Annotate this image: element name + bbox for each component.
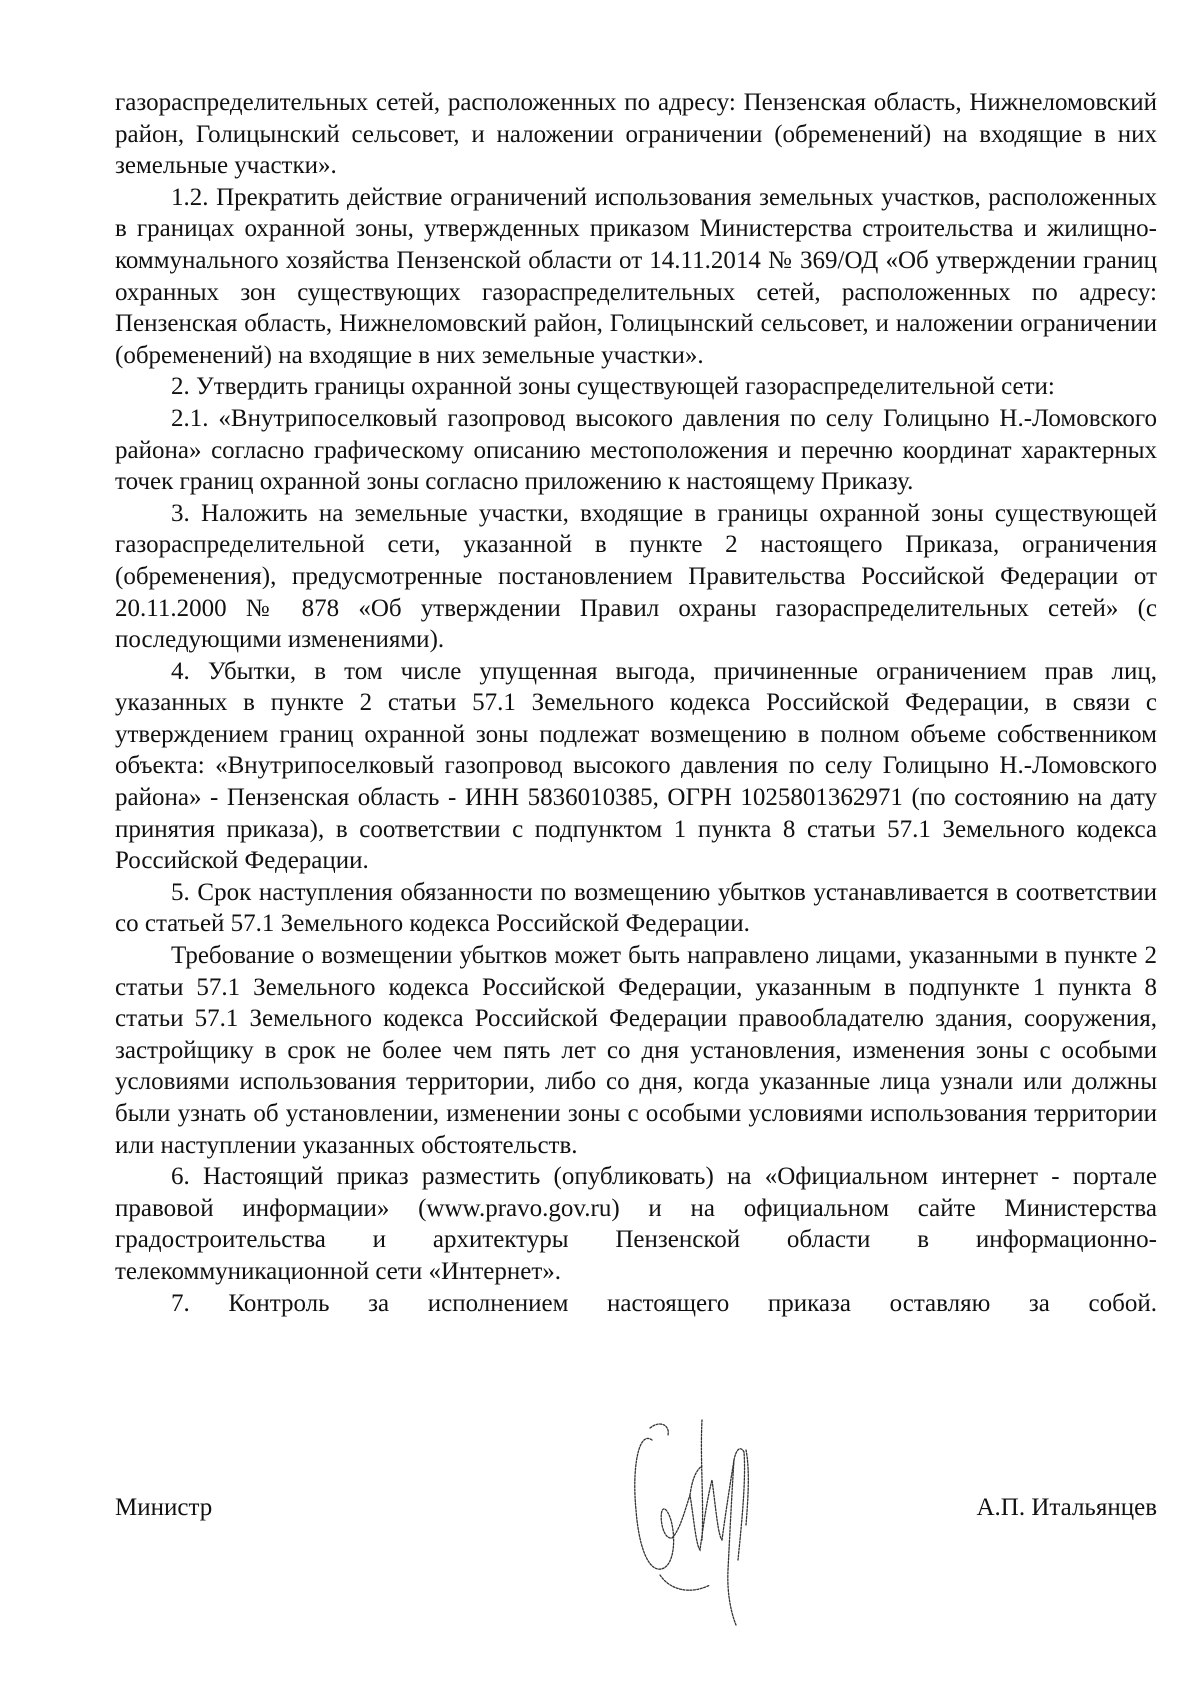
paragraph-3: 3. Наложить на земельные участки, входящие в границы охранной зоны существующей газораспределительной сети, указанной в пункте 2 настоящего Приказа, ограничения (обременения), предусмотренные постановлением Правительства Российской Федерации от 20.11.2000 № 878 «Об утверждении Правил охраны газораспределительных сетей» (с последующими изменениями). (115, 499, 1157, 654)
paragraph-7: 7. Контроль за исполнением настоящего приказа оставляю за собой. (171, 1289, 1157, 1317)
signature-block (115, 1492, 1157, 1532)
signer-name: А.П. Итальянцев (976, 1494, 1157, 1521)
position-title: Министр (115, 1494, 213, 1521)
paragraph-2: 2. Утвердить границы охранной зоны существующей газораспределительной сети: (171, 373, 1055, 401)
paragraph-2-1: 2.1. «Внутрипоселковый газопровод высокого давления по селу Голицыно Н.-Ломовского района» согласно графическому описанию местоположения и перечню координат характерных точек границ охранной зоны согласно приложению к настоящему Приказу. (115, 404, 1157, 496)
paragraph-continuation: газораспределительных сетей, расположенных по адресу: Пензенская область, Нижнеломовский район, Голицынский сельсовет, и наложении ограничении (обременений) на входящие в них земельные участки». (115, 89, 1157, 180)
paragraph-6: 6. Настоящий приказ разместить (опубликовать) на «Официальном интернет - портале правовой информации» (www.pravo.gov.ru) и на официальном сайте Министерства градостроительства и архитектуры Пензенской области в информационно-телекоммуникационной сети «Интернет». (115, 1163, 1157, 1285)
paragraph-5: 5. Срок наступления обязанности по возмещению убытков устанавливается в соответствии со статьей 57.1 Земельного кодекса Российской Федерации. (115, 878, 1157, 938)
paragraph-4: 4. Убытки, в том числе упущенная выгода, причиненные ограничением прав лиц, указанных в пункте 2 статьи 57.1 Земельного кодекса Российской Федерации, в связи с утверждением границ охранной зоны подлежат возмещению в полном объеме собственником объекта: «Внутрипоселковый газопровод высокого давления по селу Голицыно Н.-Ломовского района» - Пензенская область - ИНН 5836010385, ОГРН 1025801362971 (по состоянию на дату принятия приказа), в соответствии с подпунктом 1 пункта 8 статьи 57.1 Земельного кодекса Российской Федерации. (115, 657, 1157, 875)
paragraph-damages-claim: Требование о возмещении убытков может быть направлено лицами, указанными в пункте 2 статьи 57.1 Земельного кодекса Российской Федерации, указанным в подпункте 1 пункта 8 статьи 57.1 Земельного кодекса Российской Федерации правообладателю здания, сооружения, застройщику в срок не более чем пять лет со дня установления, изменения зоны с особыми условиями использования территории, либо со дня, когда указанные лица узнали или должны были узнать об установлении, изменении зоны с особыми условиями использования территории или наступлении указанных обстоятельств. (115, 942, 1157, 1159)
document-body (115, 87, 1157, 1319)
paragraph-1-2: 1.2. Прекратить действие ограничений использования земельных участков, расположенных в границах охранной зоны, утвержденных приказом Министерства строительства и жилищно-коммунального хозяйства Пензенской области от 14.11.2014 № 369/ОД «Об утверждении границ охранных зон существующих газораспределительных сетей, расположенных по адресу: Пензенская область, Нижнеломовский район, Голицынский сельсовет, и наложении ограничении (обременений) на входящие в них земельные участки». (115, 183, 1157, 369)
